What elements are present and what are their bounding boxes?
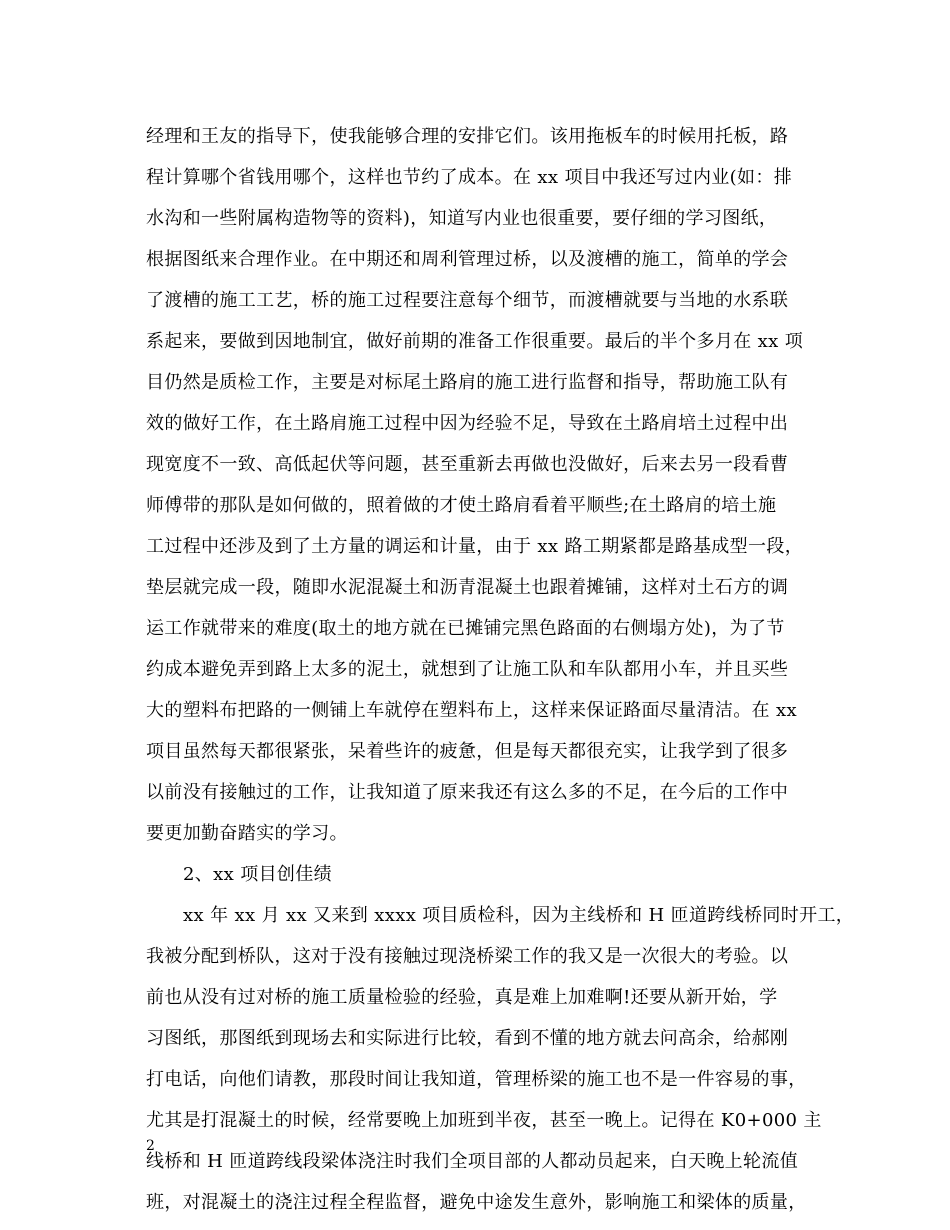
text-line: 班，对混凝土的浇注过程全程监督，避免中途发生意外，影响施工和梁体的质量， <box>146 1192 807 1213</box>
text-line: 要更加勤奋踏实的学习。 <box>146 823 348 844</box>
text-line: 项目虽然每天都很紧张，呆着些许的疲惫，但是每天都很充实，让我学到了很多 <box>146 741 789 762</box>
text-line: 打电话，向他们请教，那段时间让我知道，管理桥梁的施工也不是一件容易的事， <box>146 1069 807 1090</box>
text-line: 师傅带的那队是如何做的，照着做的才使土路肩看着平顺些;在土路肩的培土施 <box>146 495 777 516</box>
text-line: 效的做好工作，在土路肩施工过程中因为经验不足，导致在土路肩培土过程中出 <box>146 413 789 434</box>
text-line: 垫层就完成一段，随即水泥混凝土和沥青混凝土也跟着摊铺，这样对土石方的调 <box>146 577 789 598</box>
text-line: 目仍然是质检工作，主要是对标尾土路肩的施工进行监督和指导，帮助施工队有 <box>146 372 789 393</box>
text-line: 我被分配到桥队，这对于没有接触过现浇桥梁工作的我又是一次很大的考验。以 <box>146 946 789 967</box>
text-line: 经理和王友的指导下，使我能够合理的安排它们。该用拖板车的时候用托板，路 <box>146 126 789 147</box>
text-line: 以前没有接触过的工作，让我知道了原来我还有这么多的不足，在今后的工作中 <box>146 782 789 803</box>
text-line: 大的塑料布把路的一侧铺上车就停在塑料布上，这样来保证路面尽量清洁。在 xx <box>146 700 797 721</box>
text-line: xx 年 xx 月 xx 又来到 xxxx 项目质检科，因为主线桥和 H 匝道跨线桥同时开工， <box>183 905 855 926</box>
text-line: 工过程中还涉及到了土方量的调运和计量，由于 xx 路工期紧都是路基成型一段， <box>146 536 804 557</box>
text-line: 了渡槽的施工工艺，桥的施工过程要注意每个细节，而渡槽就要与当地的水系联 <box>146 290 789 311</box>
text-line: 运工作就带来的难度(取土的地方就在已摊铺完黑色路面的右侧塌方处)，为了节 <box>146 618 785 639</box>
body-text <box>146 116 855 1223</box>
text-line: 水沟和一些附属构造物等的资料)，知道写内业也很重要，要仔细的学习图纸， <box>146 208 778 229</box>
text-line: 约成本避免弄到路上太多的泥土，就想到了让施工队和车队都用小车，并且买些 <box>146 659 789 680</box>
text-line: 根据图纸来合理作业。在中期还和周利管理过桥，以及渡槽的施工，简单的学会 <box>146 249 789 270</box>
page-number: 2 <box>146 1138 155 1154</box>
text-line: 尤其是打混凝土的时候，经常要晚上加班到半夜，甚至一晚上。记得在 K0+000 主 <box>146 1110 822 1131</box>
text-line: 前也从没有过对桥的施工质量检验的经验，真是难上加难啊!还要从新开始，学 <box>146 987 778 1008</box>
text-line: 习图纸，那图纸到现场去和实际进行比较，看到不懂的地方就去问高余，给郝刚 <box>146 1028 789 1049</box>
text-line: 程计算哪个省钱用哪个，这样也节约了成本。在 xx 项目中我还写过内业(如：排 <box>146 167 793 188</box>
text-line: 系起来，要做到因地制宜，做好前期的准备工作很重要。最后的半个多月在 xx 项 <box>146 331 804 352</box>
text-line: 线桥和 H 匝道跨线段梁体浇注时我们全项目部的人都动员起来，白天晚上轮流值 <box>146 1151 799 1172</box>
text-line: 现宽度不一致、高低起伏等问题，甚至重新去再做也没做好，后来去另一段看曹 <box>146 454 789 475</box>
section-heading: 2、xx 项目创佳绩 <box>183 864 332 885</box>
